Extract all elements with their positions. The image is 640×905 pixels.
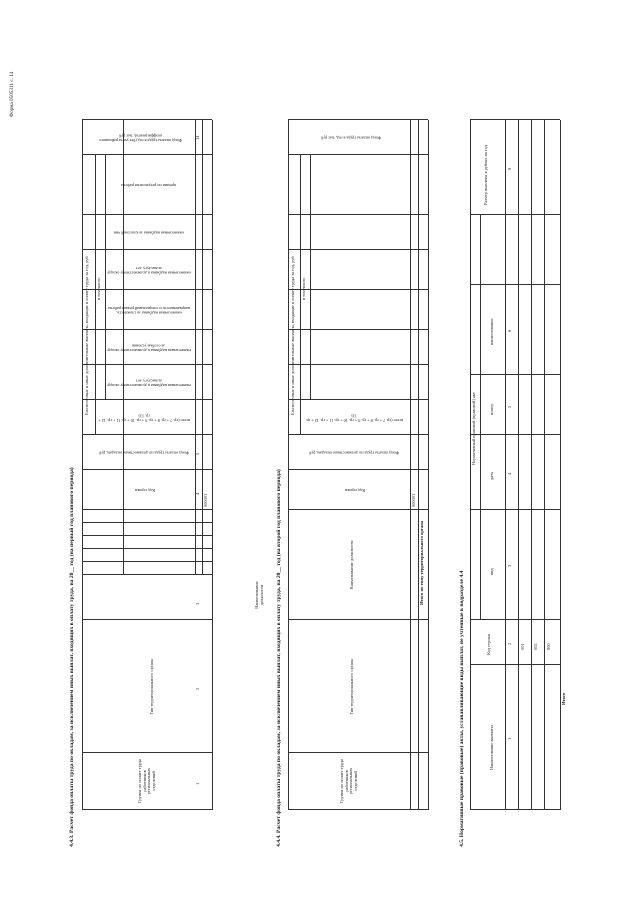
section-title-443: 4.4.3. Расчет фонда оплаты труда по окладам, за исключением иных выплат, входящих в оплату труда, на 20__ год (на первый год планового периода) (69, 467, 75, 847)
row-code-45-b: 002 (533, 643, 538, 650)
col-incl-444: в том числе: (301, 277, 306, 300)
col-fund-444: Фонд оплаты труда по должностным окладам, руб (309, 450, 399, 456)
col-c14: Фонд оплаты труда в год (без учета районного коэффициента), тыс руб (99, 133, 183, 143)
colnum-2: 2 (195, 687, 200, 690)
col-group: Группа по оплате труда работников региональных отделений (137, 759, 156, 803)
col-position: Наименование должности (254, 581, 264, 609)
colnum-45-6: 6 (507, 329, 512, 332)
colnum-14: 14 (195, 135, 200, 140)
colnum-45-4: 4 (507, 472, 512, 475)
form-code: Форма 0505311 с. 14 (9, 71, 15, 117)
col-number: номер (489, 403, 494, 415)
col-normative-act: Нормативный правовой (правовой) акт (471, 392, 476, 465)
row-code: 000001 (203, 493, 208, 507)
col-total: всего (гр. 7 + гр. 8 + гр. 9 + гр. 10 + гр. 11 + гр. 12 + гр. 13) (98, 413, 190, 423)
colnum-45-5: 5 (507, 405, 512, 408)
colnum-45-2: 2 (507, 642, 512, 645)
col-c9: ежемесячная надбавка за сложность, напряженность и специальный режим работы (108, 306, 190, 316)
col-c8: ежемесячная надбавка к должностному окладу за особые условия (107, 343, 191, 353)
col-c7: ежемесячная надбавка к должностному окладу за выслугу лет (107, 378, 191, 388)
col-group-444: Группа по оплате труда работников региональных отделений (339, 759, 358, 803)
colnum-45-3: 3 (507, 564, 512, 567)
col-payments-group: Ежемесячные и иные дополнительные выплаты, входящие в оплату труда за год, руб (84, 256, 89, 415)
colnum-45-1: 1 (507, 737, 512, 740)
total-territorial-444: Итого по типу территориального органа (419, 520, 424, 605)
col-c11: ежемесячная надбавка за классный чин (113, 230, 185, 236)
col-code: Код строки (135, 488, 155, 494)
row-code-45-a: 001 (520, 643, 525, 650)
total-45: Итого (561, 692, 566, 705)
col-date: дата (489, 472, 494, 480)
colnum-4: 4 (195, 492, 200, 495)
col-type-444: Тип территориального органа (349, 659, 354, 715)
col-payments-444: Ежемесячные и иные дополнительные выплаты, входящие в оплату труда за год, руб (290, 256, 295, 415)
col-c14-444: Фонд оплаты труда в год, тыс руб (320, 135, 382, 141)
colnum-5: 5 (195, 452, 200, 455)
colnum-3: 3 (195, 602, 200, 605)
colnum-1: 1 (195, 782, 200, 785)
colnum-45-9: 9 (507, 167, 512, 170)
col-rate: Размер выплаты в рублях на год (483, 145, 488, 205)
col-position-444: Наименование должности (349, 540, 354, 590)
col-territorial-type: Тип территориального органа (149, 659, 154, 715)
col-title: наименование (489, 318, 494, 345)
section-title-45: 4.5. Нормативные правовые (правовые) акты, устанавливающие виды выплат, не учтенные в подразделе 4.4 (459, 570, 465, 847)
col-c12: премии по результатам работы (121, 183, 177, 189)
col-code-45: Код строки (486, 634, 491, 655)
col-kind: вид (489, 568, 494, 575)
col-code-444: Код строки (345, 488, 365, 494)
col-fund: Фонд оплаты труда по должностным окладам, руб (99, 450, 189, 456)
row-code-45-c: 900 (546, 643, 551, 650)
col-payment-name: Наименование выплаты (489, 725, 494, 770)
section-title-444: 4.4.4. Расчет фонда оплаты труда по окладам, за исключением иных выплат, входящих в оплату труда, на 20__ год (на второй год планового периода) (276, 469, 282, 847)
row-code-444: 000001 (411, 493, 416, 507)
col-incl: в том числе: (96, 277, 101, 300)
col-total-444: всего (гр. 7 + гр. 8 + гр. 9 + гр. 10 + гр. 11 + гр. 12 + гр. 13) (305, 413, 403, 423)
col-c10: ежемесячная надбавка к должностному окладу за выслугу лет (107, 266, 191, 276)
